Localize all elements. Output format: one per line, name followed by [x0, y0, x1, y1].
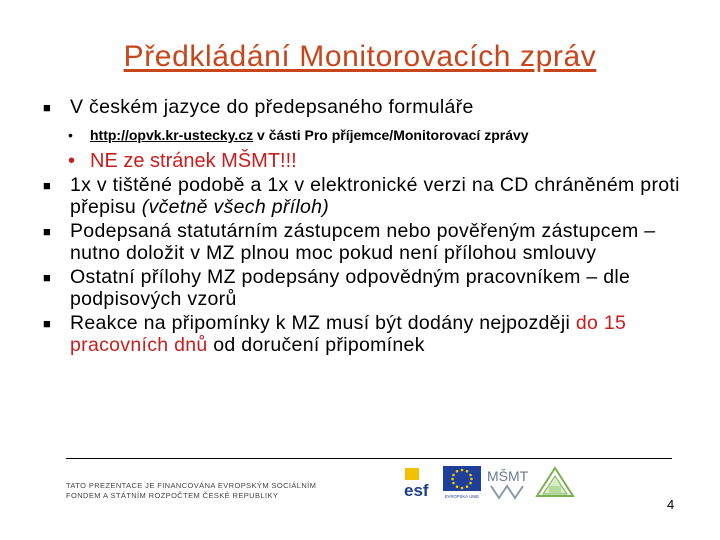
- footer-logos: [403, 466, 577, 500]
- bullet-list: [40, 96, 690, 356]
- dot-bullet-icon: •: [68, 127, 73, 143]
- footer-divider: [66, 458, 672, 459]
- sub-bullet-warning: • NE ze stránek MŠMT!!!: [68, 150, 297, 172]
- msmt-logo-icon: [485, 466, 529, 500]
- sub-bullet-link: • http://opvk.kr-ustecky.cz v části Pro příjemce/Monitorovací zprávy: [68, 127, 529, 143]
- bullet-response: ■ Reakce na připomínky k MZ musí být dodány nejpozději do 15 pracovních dnů od doručení připomínek: [43, 312, 627, 356]
- footer-funding-text: TATO PREZENTACE JE FINANCOVÁNA EVROPSKÝM SOCIÁLNÍM FONDEM A STÁTNÍM ROZPOČTEM ČESKÉ REPUBLIKY: [66, 481, 317, 500]
- page-title: Předkládání Monitorovacích zpráv: [123, 40, 597, 73]
- square-bullet-icon: ■: [43, 316, 52, 331]
- bullet-signature: ■ Podepsaná statutárním zástupcem nebo pověřeným zástupcem – nutno doložit v MZ plnou moc pokud není přílohou smlouvy: [43, 220, 656, 264]
- bullet-czech-form: ■ V českém jazyce do předepsaného formuláře: [43, 96, 474, 118]
- eu-flag-icon: [443, 466, 481, 500]
- esf-logo-icon: [403, 466, 439, 500]
- square-bullet-icon: ■: [43, 100, 52, 115]
- square-bullet-icon: ■: [43, 224, 52, 239]
- svg-text:MŠMT: MŠMT: [487, 468, 529, 484]
- regional-logo-icon: [533, 466, 577, 500]
- bullet-attachments: ■ Ostatní přílohy MZ podepsány odpovědným pracovníkem – dle podpisových vzorů: [43, 266, 631, 310]
- bullet-copies: ■ 1x v tištěné podobě a 1x v elektronické verzi na CD chráněném proti přepisu (včetně všech příloh): [43, 174, 680, 218]
- square-bullet-icon: ■: [43, 270, 52, 285]
- opvk-link[interactable]: http://opvk.kr-ustecky.cz: [90, 127, 254, 143]
- square-bullet-icon: ■: [43, 178, 52, 193]
- svg-text:EVROPSKÁ UNIE: EVROPSKÁ UNIE: [444, 494, 480, 499]
- page-number: 4: [667, 497, 675, 512]
- dot-bullet-icon: •: [68, 150, 76, 172]
- svg-text:esf: esf: [404, 481, 429, 500]
